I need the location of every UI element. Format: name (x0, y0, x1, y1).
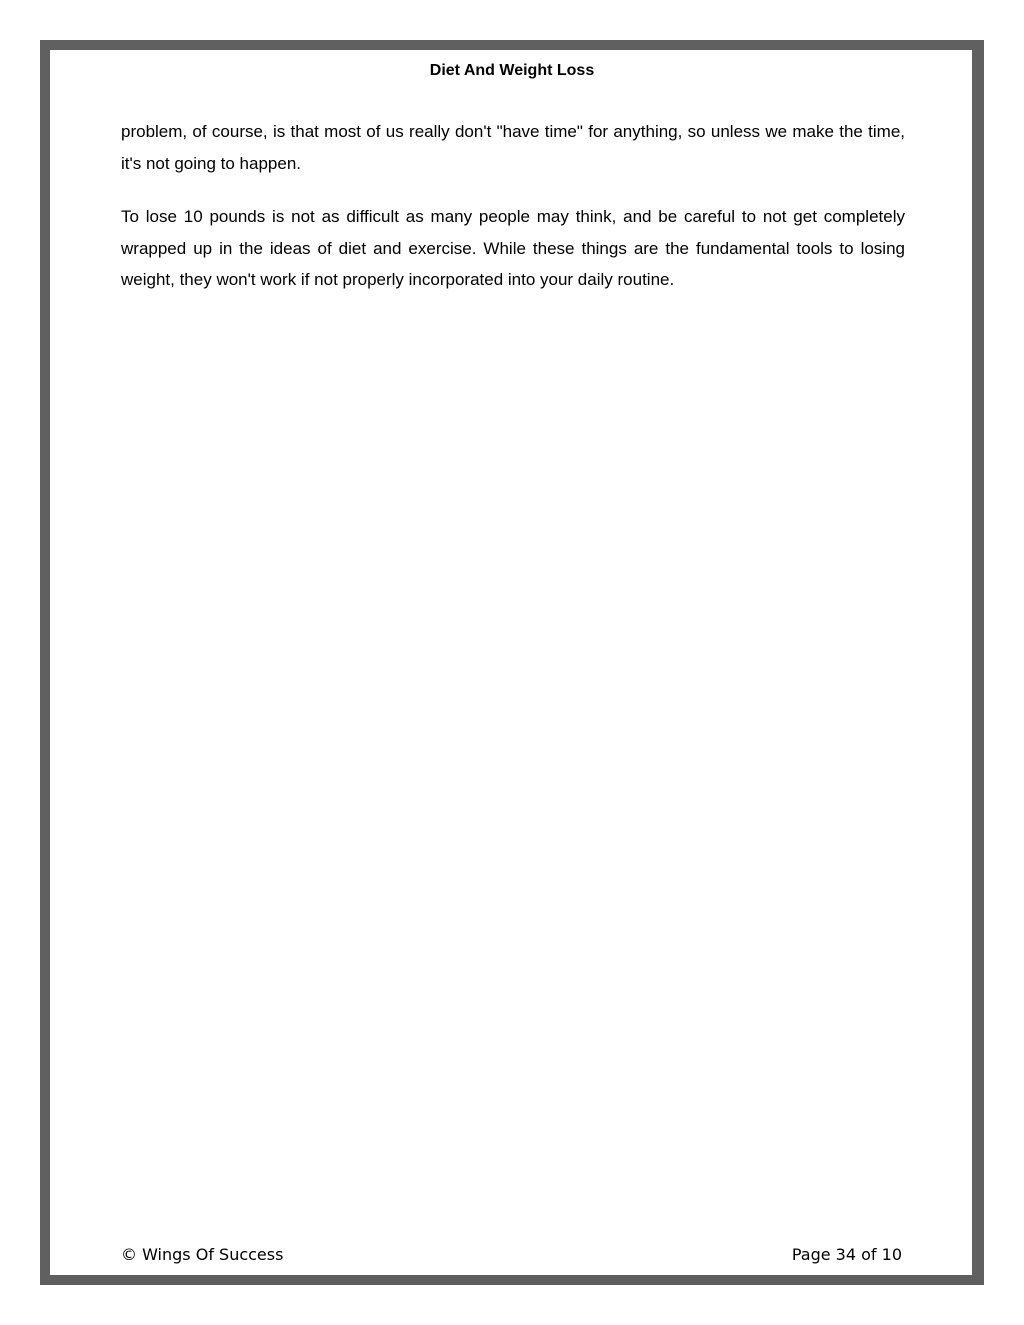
footer-page-number: Page 34 of 10 (791, 1245, 902, 1264)
paragraph: problem, of course, is that most of us really don't "have time" for anything, so unless we make the time, it's not going to happen. (121, 122, 905, 173)
page-header-title: Diet And Weight Loss (429, 62, 595, 79)
footer-copyright: © Wings Of Success (121, 1245, 284, 1264)
paragraph: To lose 10 pounds is not as difficult as many people may think, and be careful to not get completely wrapped up in the ideas of diet and exercise. While these things are the fundamental tools to losing weight, they won't work if not properly incorporated into your daily routine. (121, 207, 905, 289)
page-content (121, 116, 905, 318)
